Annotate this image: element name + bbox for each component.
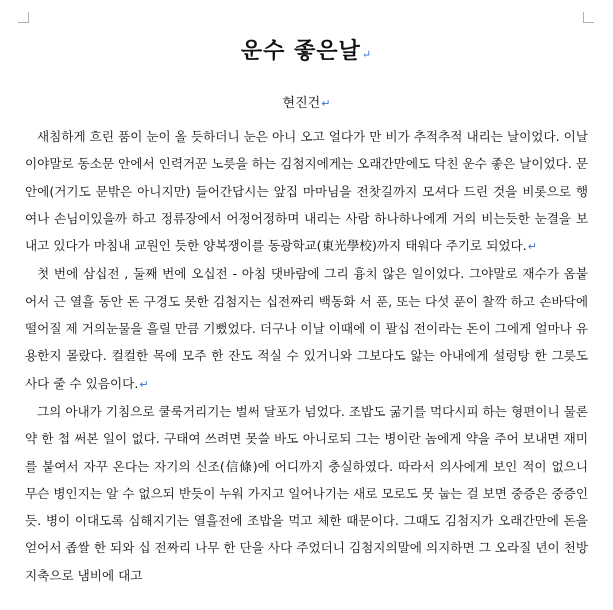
paragraph-text: 새침하게 흐린 품이 눈이 올 듯하더니 눈은 아니 오고 얼다가 만 비가 추적추적 내리는 날이었다. 이날이야말로 동소문 안에서 인력거꾼 노릇을 하는 김첨지에게는 오래간만에도 닥친 운수 좋은 날이었다. 문안에(거기도 문밖은 아니지만) 들어간답시는 앞집 마마님을 전찻길까지 모셔다 드린 것을 비롯으로 행여나 손님이있을까 하고 정류장에서 어정어정하며 내리는 사람 하나하나에게 거의 비는듯한 눈결을 보내고 있다가 마침내 교원인 듯한 양복쟁이를 동광학교(東光學校)까지 태워다 주기로 되었다. [25,129,588,254]
document-title[interactable] [0,34,613,65]
body-paragraph[interactable] [25,123,588,260]
body-paragraph[interactable] [25,398,588,589]
document-author[interactable] [0,92,613,111]
body-paragraph[interactable] [25,260,588,397]
paragraph-mark-icon: ↵ [361,48,373,61]
document-body[interactable] [25,123,588,589]
title-text: 운수 좋은날 [240,38,361,64]
page-corner-marker-top-left [18,12,29,23]
paragraph-mark-icon: ↵ [527,240,537,254]
paragraph-text: 첫 번에 삼십전 , 둘째 번에 오십전 - 아침 댓바람에 그리 흉치 않은 일이었다. 그야말로 재수가 옴붙어서 근 열흘 동안 돈 구경도 못한 김첨지는 십전짜리 백동화 서 푼, 또는 다섯 푼이 찰깍 하고 손바닥에 떨어질 제 거의눈물을 흘릴 만큼 기뻤었다. 더구나 이날 이때에 이 팔십 전이라는 돈이 그에게 얼마나 유용한지 몰랐다. 컬컬한 목에 모주 한 잔도 적실 수 있거니와 그보다도 앓는 아내에게 설렁탕 한 그릇도 사다 줄 수 있음이다. [25,266,588,391]
paragraph-text: 그의 아내가 기침으로 쿨룩거리기는 벌써 달포가 넘었다. 조밥도 굶기를 먹다시피 하는 형편이니 물론 약 한 첩 써본 일이 없다. 구태여 쓰려면 못쓸 바도 아니로되 그는 병이란 놈에게 약을 주어 보내면 재미를 붙여서 자꾸 온다는 자기의 신조(信條)에 어디까지 충실하였다. 따라서 의사에게 보인 적이 없으니 무슨 병인지는 알 수 없으되 반듯이 누워 가지고 일어나기는 새로 모로도 못 눕는 걸 보면 중증은 중증인 듯. 병이 이대도록 심해지기는 열흘전에 조밥을 먹고 체한 때문이다. 그때도 김첨지가 오래간만에 돈을 얻어서 좁쌀 한 되와 십 전짜리 나무 한 단을 사다 주었더니 김첨지의말에 의지하면 그 오라질 년이 천방지축으로 냄비에 대고 [25,403,588,583]
author-text: 현진건 [282,96,321,111]
page-corner-marker-top-right [583,12,594,23]
paragraph-mark-icon: ↵ [321,97,331,110]
paragraph-mark-icon: ↵ [139,377,149,391]
